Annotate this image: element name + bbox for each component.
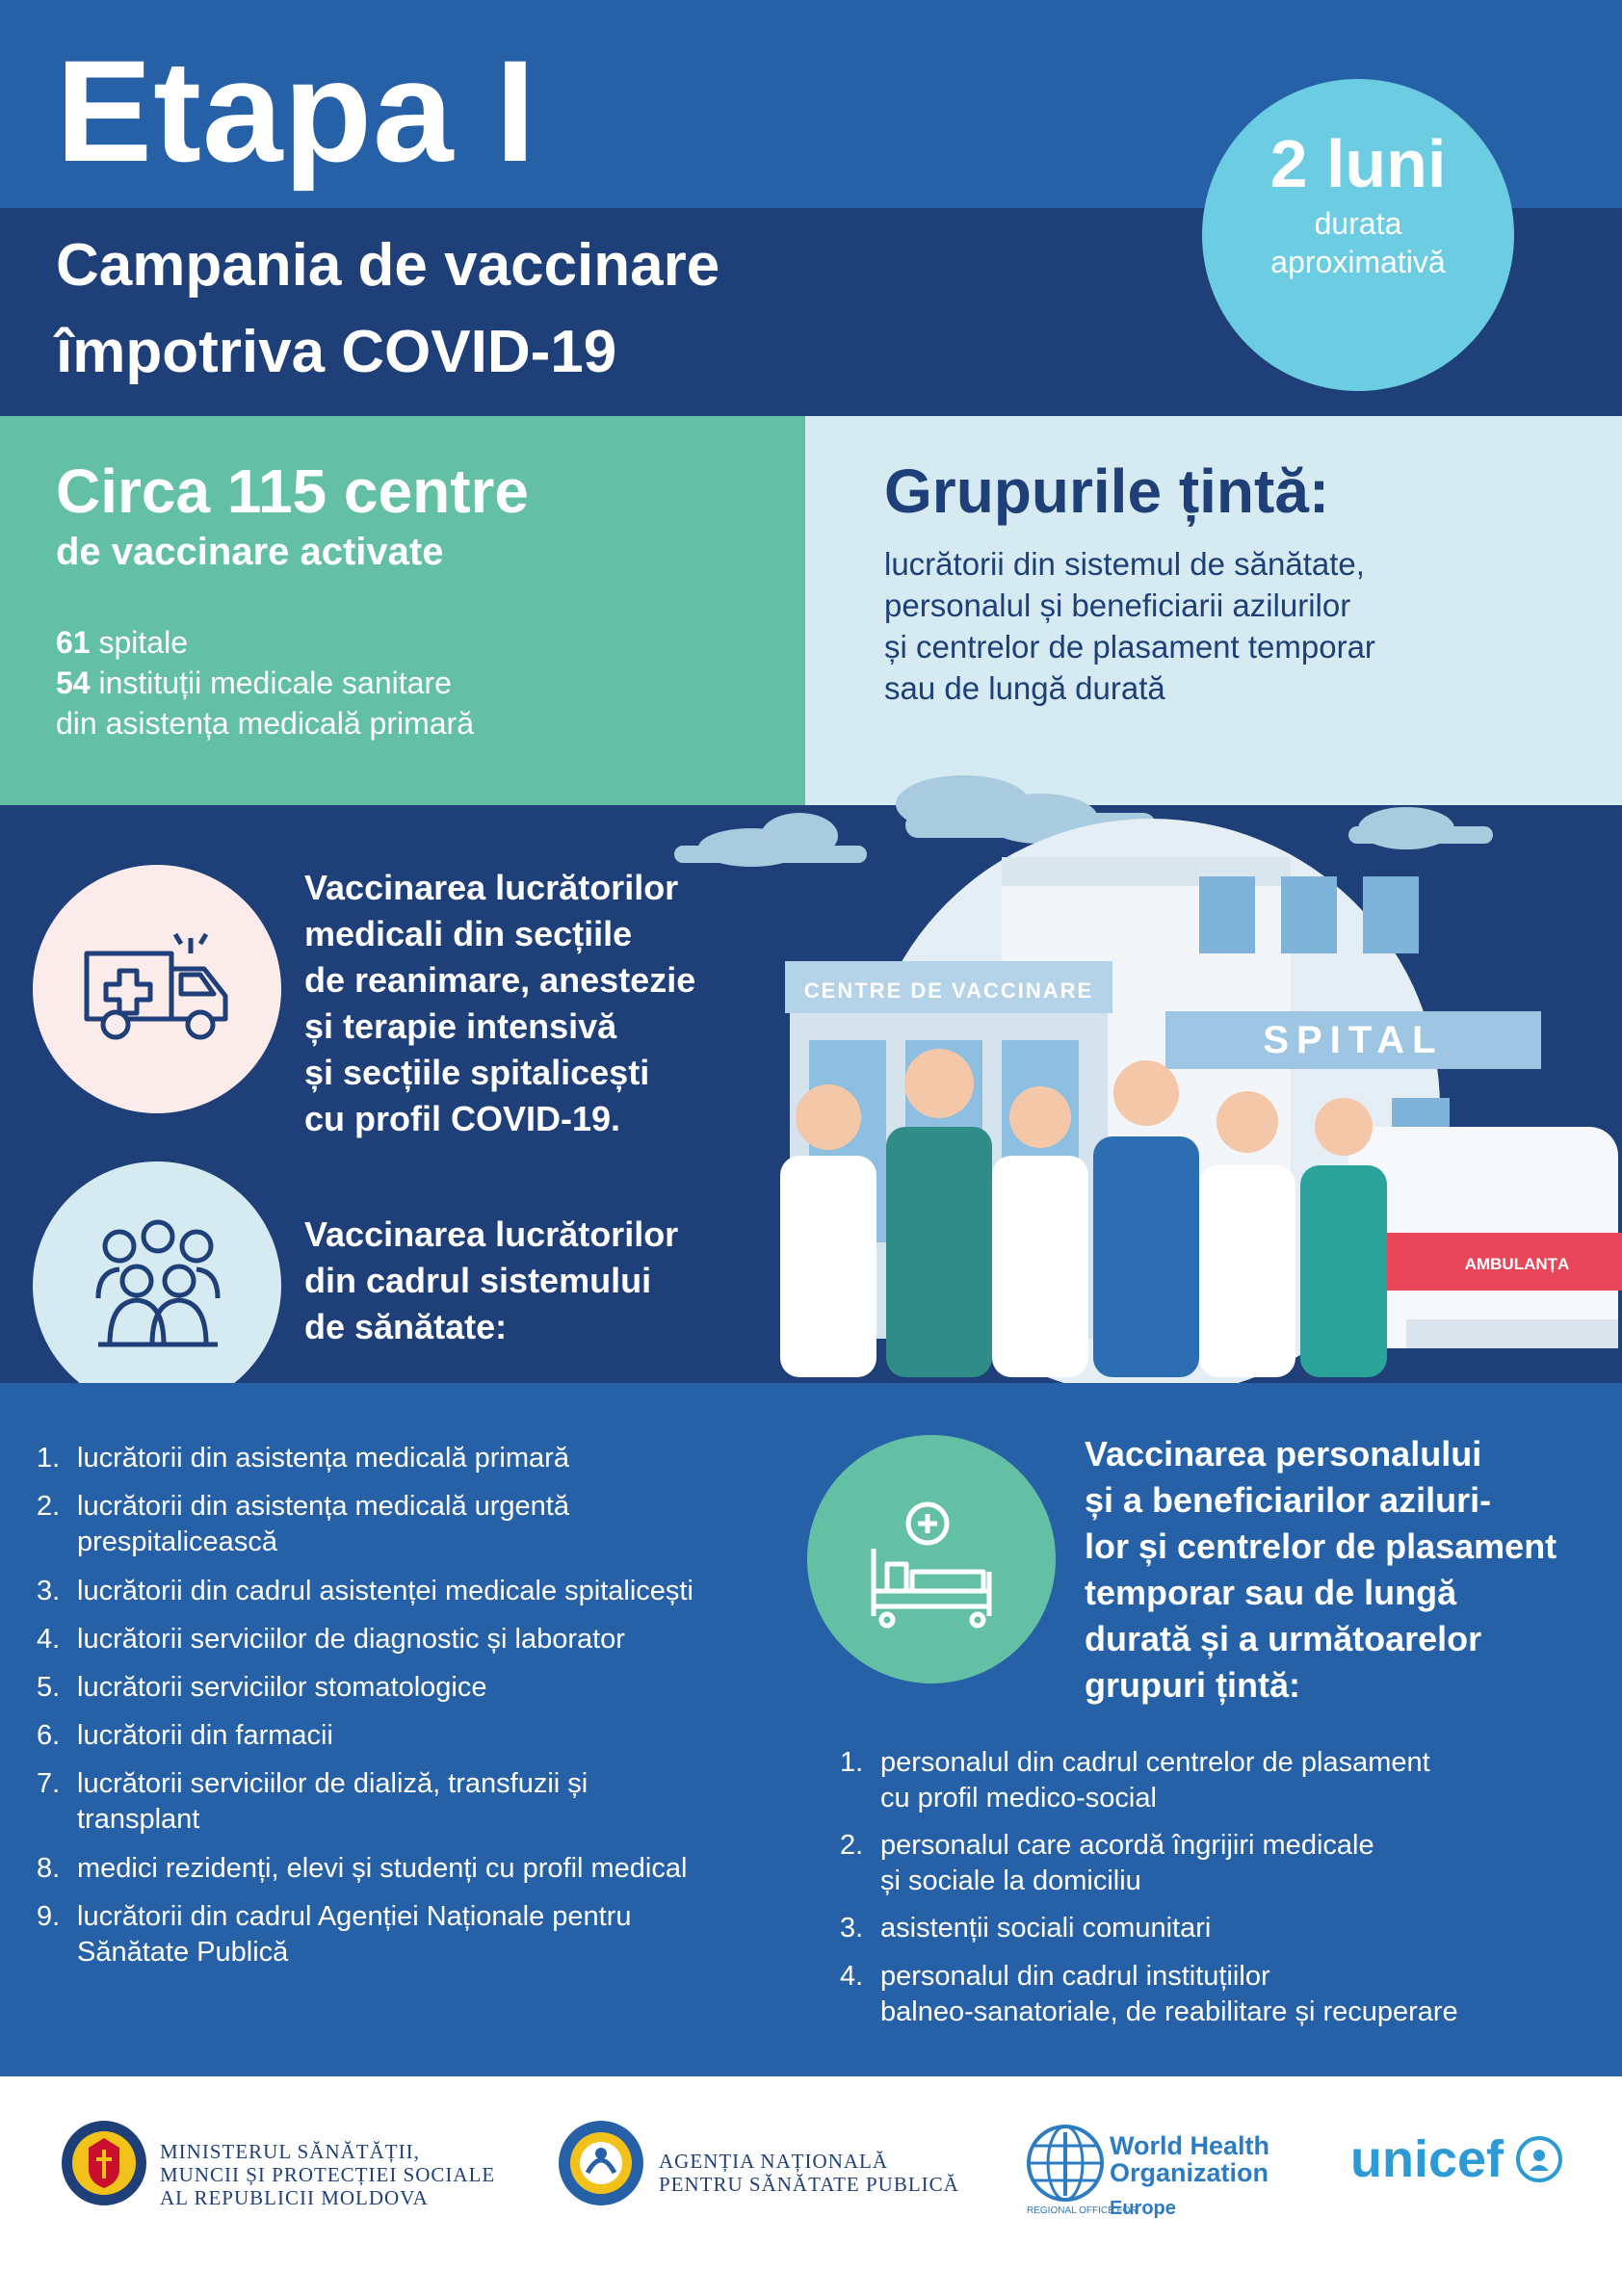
icu-vaccination-line: de reanimare, anestezie [304,960,696,1000]
duration-label: durata [1314,206,1402,241]
list-text: cu profil medico-social [880,1783,1157,1813]
ambulance-sign: AMBULANȚA [1464,1255,1570,1273]
medical-staff-icon [91,1210,225,1354]
target-groups-line: și centrelor de plasament temporar [884,629,1375,665]
list-text: transplant [77,1804,200,1835]
health-system-heading: din cadrul sistemului [304,1261,652,1300]
public-health-agency-logo [557,2119,645,2207]
campaign-title-line2: împotriva COVID-19 [56,319,617,385]
list-text: lucrătorii din asistența medicală urgentă [77,1491,569,1522]
list-text: personalul care acordă îngrijiri medicale [880,1830,1374,1861]
list-number: 1. [37,1443,61,1474]
care-homes-heading: grupuri țintă: [1085,1665,1300,1705]
icu-vaccination-line: Vaccinarea lucrătorilor [304,868,679,907]
list-text: asistenții sociali comunitari [880,1913,1212,1944]
target-groups-line: lucrătorii din sistemul de sănătate, [884,546,1365,582]
list-number: 4. [37,1624,61,1655]
care-homes-heading: Vaccinarea personalului [1085,1434,1482,1474]
page-title: Etapa I [56,30,536,192]
hospitals-count: 61 [56,625,91,660]
unicef-emblem-icon [1514,2134,1564,2184]
who-name: World Health [1110,2131,1270,2160]
list-text: și sociale la domiciliu [880,1866,1141,1896]
who-regional-office-label: REGIONAL OFFICE FOR [1027,2205,1138,2216]
list-text: lucrătorii serviciilor de dializă, transfuzii și [77,1768,589,1799]
primary-care-count: 54 [56,665,91,700]
list-number: 7. [37,1768,61,1799]
list-number: 3. [37,1576,61,1606]
list-text: lucrătorii din farmacii [77,1720,333,1751]
hospitals-label: spitale [98,625,188,660]
list-number: 5. [37,1672,61,1703]
list-number: 2. [840,1830,864,1861]
health-system-heading: Vaccinarea lucrătorilor [304,1214,679,1254]
moldova-coat-of-arms-logo [60,2119,148,2207]
care-homes-heading: durată și a următoarelor [1085,1619,1482,1658]
target-groups-line: personalul și beneficiarii azilurilor [884,587,1351,623]
list-text: prespitalicească [77,1526,277,1557]
list-number: 2. [37,1491,61,1522]
icu-vaccination-line: și secțiile spitalicești [304,1053,650,1092]
care-homes-heading: și a beneficiarilor aziluri- [1085,1480,1492,1520]
hospitals-line [56,622,188,663]
list-text: lucrătorii din asistența medicală primară [77,1443,569,1474]
duration-value: 2 luni [1269,126,1447,201]
ambulance-icon [81,925,235,1050]
icu-vaccination-line: și terapie intensivă [304,1006,617,1046]
who-emblem-logo [1025,2123,1106,2204]
spital-sign: SPITAL [1263,1019,1444,1061]
hospital-staff-illustration [616,751,1622,1387]
primary-care-line [56,663,452,703]
target-groups-heading: Grupurile țintă: [884,457,1330,526]
vaccination-centre-sign: CENTRE DE VACCINARE [803,978,1094,1003]
list-number: 6. [37,1720,61,1751]
list-text: balneo-sanatoriale, de reabilitare și recuperare [880,1996,1458,2027]
list-text: personalul din cadrul instituțiilor [880,1961,1270,1992]
list-text: lucrătorii serviciilor stomatologice [77,1672,487,1703]
list-number: 9. [37,1901,61,1932]
list-text: lucrătorii serviciilor de diagnostic și laborator [77,1624,625,1655]
who-region: Europe [1110,2198,1176,2219]
care-homes-heading: lor și centrelor de plasament [1085,1526,1557,1566]
list-text: personalul din cadrul centrelor de plasament [880,1747,1430,1778]
list-number: 3. [840,1913,864,1944]
target-groups-line: sau de lungă durată [884,670,1165,706]
centers-heading: Circa 115 centre [56,457,529,526]
duration-label: aproximativă [1270,245,1446,279]
care-homes-heading: temporar sau de lungă [1085,1573,1457,1612]
unicef-logo: unicef [1350,2130,1504,2188]
ministry-name: MUNCII ȘI PROTECȚIEI SOCIALE [160,2163,496,2186]
campaign-title-line1: Campania de vaccinare [56,232,720,299]
list-number: 8. [37,1853,61,1884]
list-text: medici rezidenți, elevi și studenți cu profil medical [77,1853,688,1884]
icu-vaccination-line: cu profil COVID-19. [304,1099,621,1138]
who-name: Organization [1110,2158,1269,2187]
ministry-name: AL REPUBLICII MOLDOVA [160,2186,429,2209]
list-text: lucrătorii din cadrul Agenției Naționale pentru [77,1901,632,1932]
icu-vaccination-line: medicali din secțiile [304,914,633,953]
primary-care-line2: din asistența medicală primară [56,706,474,741]
list-text: lucrătorii din cadrul asistenței medicale spitalicești [77,1576,693,1606]
list-number: 4. [840,1961,864,1992]
agency-name: AGENȚIA NAȚIONALĂ [659,2150,889,2173]
hospital-bed-icon [864,1495,999,1630]
list-number: 1. [840,1747,864,1778]
list-text: Sănătate Publică [77,1937,289,1968]
centers-subheading: de vaccinare activate [56,531,444,573]
agency-name: PENTRU SĂNĂTATE PUBLICĂ [659,2173,959,2196]
health-system-heading: de sănătate: [304,1307,508,1346]
ministry-name: MINISTERUL SĂNĂTĂȚII, [160,2140,420,2163]
primary-care-label: instituții medicale sanitare [98,665,452,700]
